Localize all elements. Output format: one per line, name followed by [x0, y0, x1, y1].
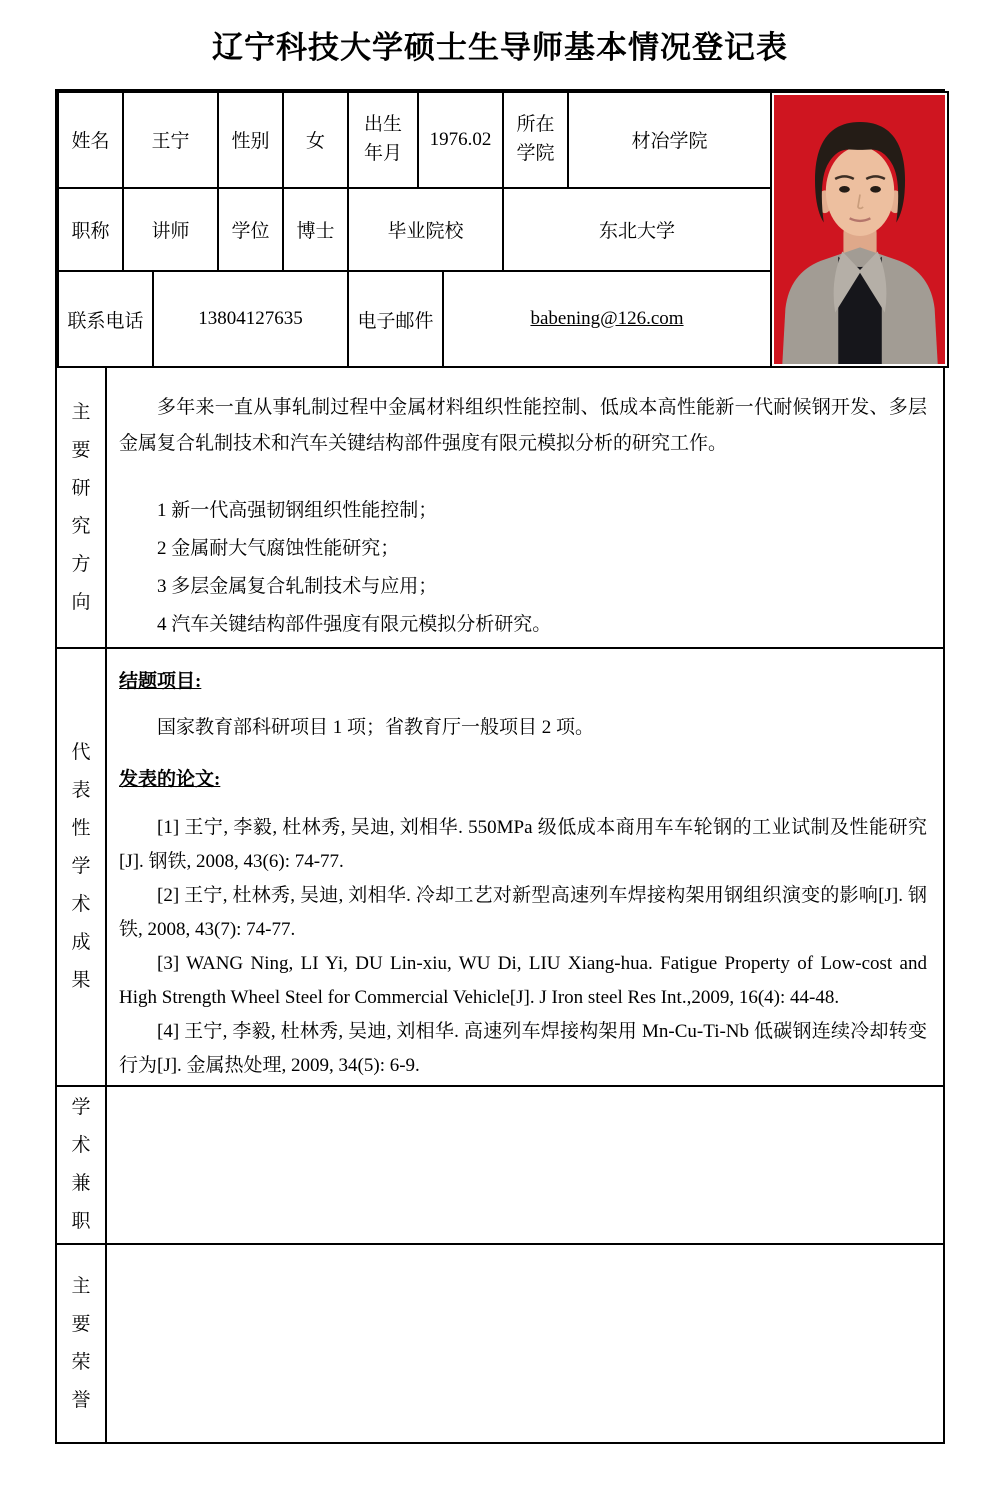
- academic-achievements-label: 代表性学术成果: [57, 649, 107, 1085]
- phone-label: 联系电话: [58, 271, 153, 368]
- research-directions-list: [157, 492, 927, 644]
- paper-reference: [4] 王宁, 李毅, 杜林秀, 吴迪, 刘相华. 高速列车焊接构架用 Mn-Cu-Ti-Nb 低碳钢连续冷却转变行为[J]. 金属热处理, 2009, 34(5): 6-9.: [119, 1020, 927, 1076]
- table-row: [58, 92, 948, 188]
- college-value: 材冶学院: [568, 92, 771, 188]
- research-directions-content: [107, 368, 943, 647]
- email-link[interactable]: babening@126.com: [530, 308, 684, 330]
- job-title-label: 职称: [58, 188, 123, 271]
- completed-projects-text: 国家教育部科研项目 1 项；省教育厅一般项目 2 项。: [157, 716, 595, 738]
- paper-reference: [2] 王宁, 杜林秀, 吴迪, 刘相华. 冷却工艺对新型高速列车焊接构架用钢组织演变的影响[J]. 钢铁, 2008, 43(7): 74-77.: [119, 884, 927, 940]
- list-item: 2 金属耐大气腐蚀性能研究；: [157, 537, 400, 559]
- gender-label: 性别: [218, 92, 283, 188]
- degree-value: 博士: [283, 188, 348, 271]
- school-value: 东北大学: [503, 188, 771, 271]
- list-item: 3 多层金属复合轧制技术与应用；: [157, 575, 438, 597]
- name-value: 王宁: [123, 92, 218, 188]
- major-honors-label: 主要荣誉: [57, 1245, 107, 1442]
- basic-info-table: [57, 91, 949, 368]
- list-item: 4 汽车关键结构部件强度有限元模拟分析研究。: [157, 613, 552, 635]
- gender-value: 女: [283, 92, 348, 188]
- email-label: 电子邮件: [348, 271, 443, 368]
- research-intro-paragraph: 多年来一直从事轧制过程中金属材料组织性能控制、低成本高性能新一代耐候钢开发、多层金属复合轧制技术和汽车关键结构部件强度有限元模拟分析的研究工作。: [119, 397, 927, 455]
- name-label: 姓名: [58, 92, 123, 188]
- degree-label: 学位: [218, 188, 283, 271]
- section-academic-achievements: [57, 647, 943, 1085]
- completed-projects-heading: 结题项目:: [119, 671, 202, 693]
- profile-photo: [771, 92, 948, 367]
- birth-value: 1976.02: [418, 92, 503, 188]
- academic-achievements-content: [107, 649, 943, 1085]
- paper-reference: [1] 王宁, 李毅, 杜林秀, 吴迪, 刘相华. 550MPa 级低成本商用车车轮钢的工业试制及性能研究[J]. 钢铁, 2008, 43(6): 74-77.: [119, 816, 927, 872]
- portrait-photo-graphic: [774, 95, 945, 364]
- section-major-honors: [57, 1243, 943, 1442]
- academic-positions-label: 学术兼职: [57, 1087, 107, 1243]
- registration-form: [55, 89, 945, 1444]
- page-title: 辽宁科技大学硕士生导师基本情况登记表: [212, 30, 788, 65]
- paper-reference: [3] WANG Ning, LI Yi, DU Lin-xiu, WU Di, LIU Xiang-hua. Fatigue Property of Low-cost and High Strength Wheel Steel for Commercial Vehicle[J]. J Iron steel Res Int.,2009, 16(4): 44-48.: [119, 952, 927, 1008]
- list-item: 1 新一代高强韧钢组织性能控制；: [157, 499, 438, 521]
- job-title-value: 讲师: [123, 188, 218, 271]
- school-label: 毕业院校: [348, 188, 503, 271]
- section-research-directions: [57, 368, 943, 647]
- major-honors-content: [107, 1245, 943, 1442]
- research-directions-label: 主要研究方向: [57, 368, 107, 647]
- email-value: [443, 271, 771, 368]
- college-label: 所在学院: [503, 92, 568, 188]
- phone-value: 13804127635: [153, 271, 348, 368]
- section-academic-positions: [57, 1085, 943, 1243]
- published-papers-heading: 发表的论文:: [119, 769, 221, 791]
- birth-label: 出生年月: [348, 92, 418, 188]
- academic-positions-content: [107, 1087, 943, 1243]
